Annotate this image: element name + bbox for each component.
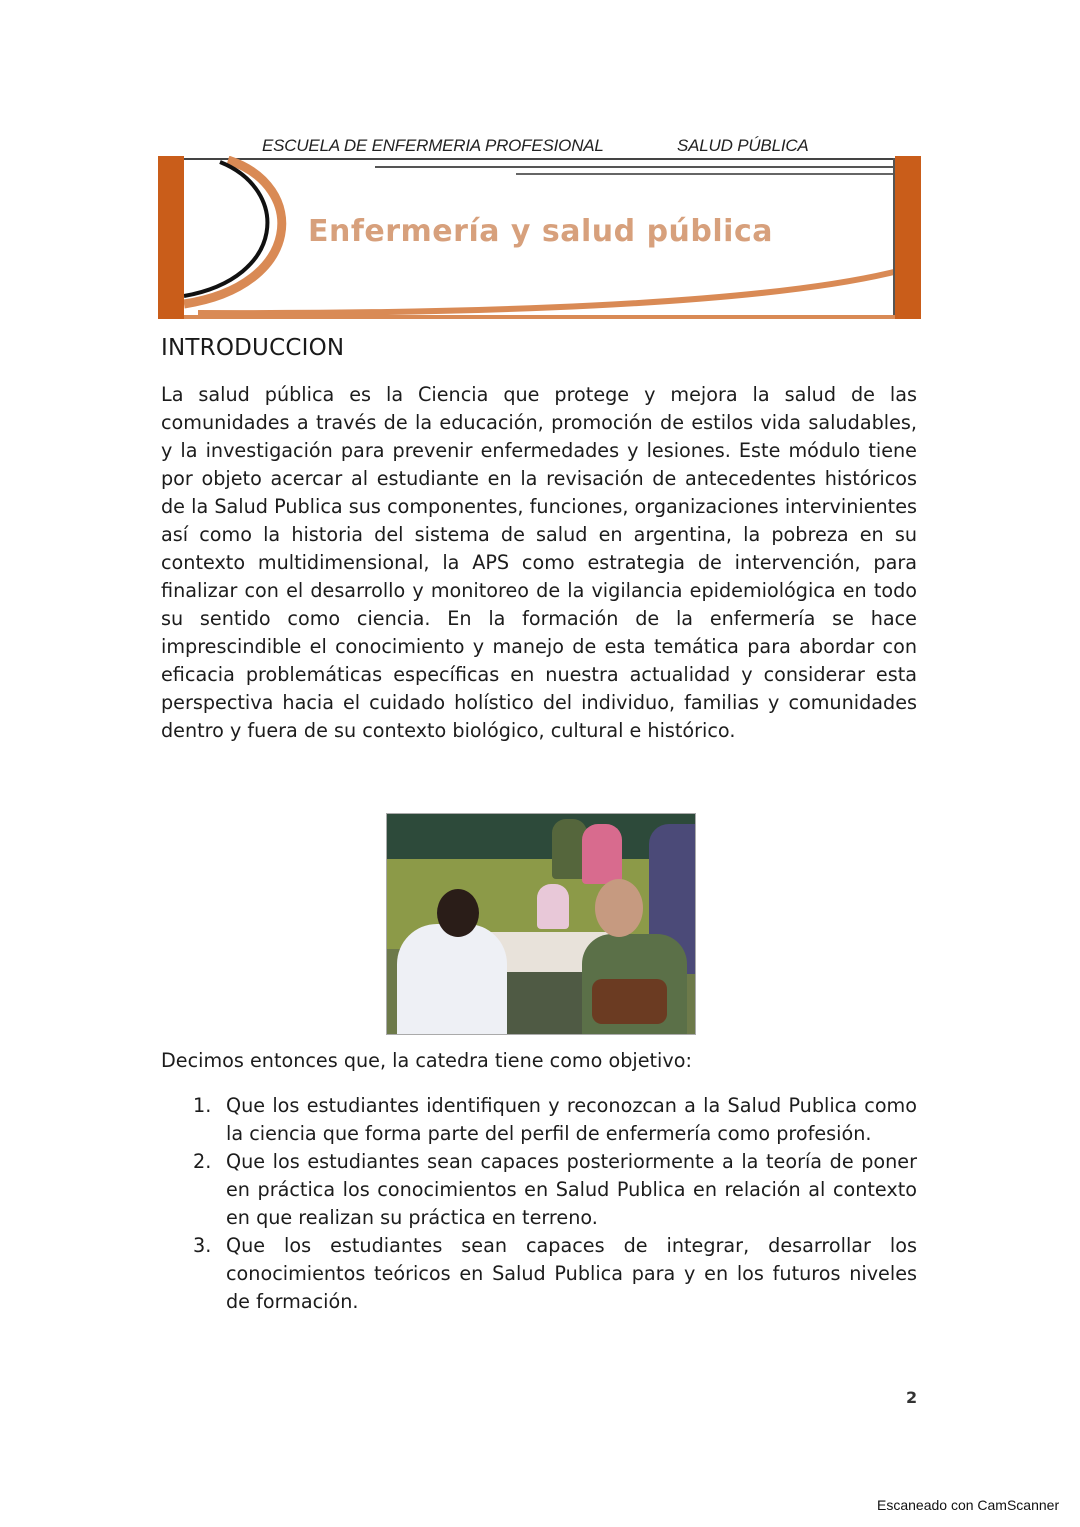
header-school-name: ESCUELA DE ENFERMERIA PROFESIONAL bbox=[262, 136, 604, 155]
section-heading-introduction: INTRODUCCION bbox=[161, 335, 345, 361]
photo-nurse bbox=[397, 924, 507, 1034]
objective-number: 3. bbox=[193, 1234, 212, 1257]
photo-person bbox=[582, 824, 622, 884]
objective-text: Que los estudiantes sean capaces posteriormente a la teoría de poner en práctica los conocimientos en Salud Publica en relación al contexto en que realizan su práctica en terreno. bbox=[226, 1150, 917, 1229]
banner-right-bar bbox=[895, 156, 921, 319]
photo-nurse-head bbox=[437, 889, 479, 937]
introduction-paragraph: La salud pública es la Ciencia que protege y mejora la salud de las comunidades a través de la educación, promoción de estilos vida saludables, y la investigación para prevenir enfermedades y lesiones. Este módulo tiene por objeto acercar al estudiante en la revisación de antecedentes históricos de la Salud Publica sus componentes, funciones, organizaciones intervinientes así como la historia del sistema de salud en argentina, la pobreza en su contexto multidimensional, la APS como estrategia de intervención, para finalizar con el desarrollo y monitoreo de la vigilancia epidemiológica en todo su sentido como ciencia. En la formación de la enfermería se hace imprescindible el conocimiento y manejo de esta temática para abordar con eficacia problemáticas específicas en nuestra actualidad y considerar esta perspectiva hacia el cuidado holístico del individuo, familias y comunidades dentro y fuera de su contexto biológico, cultural e histórico. bbox=[161, 383, 917, 742]
objective-number: 1. bbox=[193, 1094, 212, 1117]
title-banner bbox=[158, 156, 921, 319]
community-health-photo bbox=[386, 813, 696, 1035]
photo-bag bbox=[592, 979, 667, 1024]
header-subject: SALUD PÚBLICA bbox=[677, 136, 809, 155]
objective-text: Que los estudiantes identifiquen y reconozcan a la Salud Publica como la ciencia que forma parte del perfil de enfermería como profesión. bbox=[226, 1094, 917, 1145]
objective-item bbox=[161, 1232, 917, 1316]
scanner-watermark: Escaneado con CamScanner bbox=[877, 1497, 1060, 1513]
banner-bottom-rule bbox=[184, 315, 895, 319]
objectives-intro: Decimos entonces que, la catedra tiene como objetivo: bbox=[161, 1049, 692, 1072]
objectives-list bbox=[161, 1092, 917, 1316]
objective-text: Que los estudiantes sean capaces de integrar, desarrollar los conocimientos teóricos en Salud Publica para y en los futuros niveles de formación. bbox=[226, 1234, 917, 1313]
objective-item bbox=[161, 1092, 917, 1148]
photo-child bbox=[537, 884, 569, 929]
objective-number: 2. bbox=[193, 1150, 212, 1173]
running-header bbox=[262, 136, 862, 158]
banner-title: Enfermería y salud pública bbox=[308, 214, 773, 249]
photo-patient-head bbox=[595, 879, 643, 937]
page-number: 2 bbox=[906, 1388, 918, 1407]
objective-item bbox=[161, 1148, 917, 1232]
banner-left-bar bbox=[158, 156, 184, 319]
